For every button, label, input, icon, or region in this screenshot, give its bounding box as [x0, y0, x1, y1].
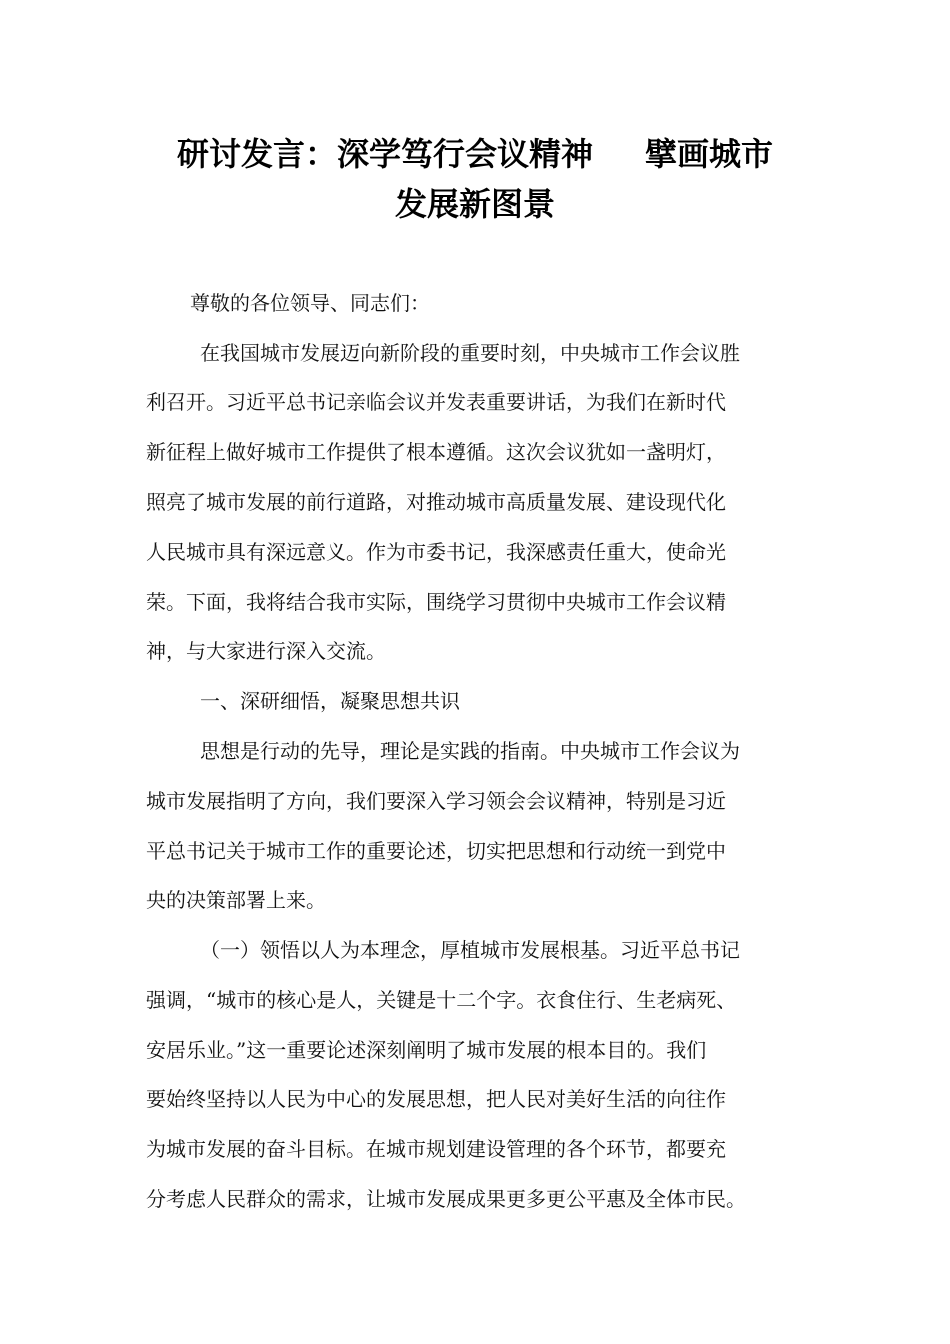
paragraph-1-line: 神，与大家进行深入交流。 [146, 639, 386, 663]
paragraph-2-line: 城市发展指明了方向，我们要深入学习领会会议精神，特别是习近 [146, 789, 726, 813]
paragraph-1-line: 新征程上做好城市工作提供了根本遵循。这次会议犹如一盏明灯， [146, 440, 726, 464]
document-title-line-1 [0, 134, 950, 174]
paragraph-2-line: 思想是行动的先导，理论是实践的指南。中央城市工作会议为 [200, 739, 740, 763]
document-title-line-2: 发展新图景 [394, 185, 555, 223]
paragraph-1-line: 照亮了城市发展的前行道路，对推动城市高质量发展、建设现代化 [146, 490, 726, 514]
paragraph-1-line: 利召开。习近平总书记亲临会议并发表重要讲话，为我们在新时代 [146, 390, 726, 414]
salutation: 尊敬的各位领导、同志们： [190, 291, 430, 315]
section-heading-1: 一、深研细悟，凝聚思想共识 [200, 689, 460, 713]
paragraph-1-line: 人民城市具有深远意义。作为市委书记，我深感责任重大，使命光 [146, 540, 726, 564]
paragraph-3-line: 为城市发展的奋斗目标。在城市规划建设管理的各个环节，都要充 [146, 1137, 726, 1161]
paragraph-1-line: 荣。下面，我将结合我市实际，围绕学习贯彻中央城市工作会议精 [146, 590, 726, 614]
paragraph-3-line: 强调，“城市的核心是人，关键是十二个字。衣食住行、生老病死、 [146, 988, 737, 1012]
paragraph-3-line: （一）领悟以人为本理念，厚植城市发展根基。习近平总书记 [200, 938, 740, 962]
paragraph-3-line: 分考虑人民群众的需求，让城市发展成果更多更公平惠及全体市民。 [146, 1187, 746, 1211]
paragraph-2-line: 央的决策部署上来。 [146, 888, 326, 912]
paragraph-3-line: 要始终坚持以人民为中心的发展思想，把人民对美好生活的向往作 [146, 1087, 726, 1111]
title-part-2: 擘画城市 [645, 135, 774, 173]
title-part-1: 研讨发言：深学笃行会议精神 [176, 135, 593, 173]
paragraph-2-line: 平总书记关于城市工作的重要论述，切实把思想和行动统一到党中 [146, 839, 726, 863]
paragraph-1-line: 在我国城市发展迈向新阶段的重要时刻，中央城市工作会议胜 [200, 341, 740, 365]
paragraph-3-line: 安居乐业。”这一重要论述深刻阐明了城市发展的根本目的。我们 [146, 1038, 707, 1062]
